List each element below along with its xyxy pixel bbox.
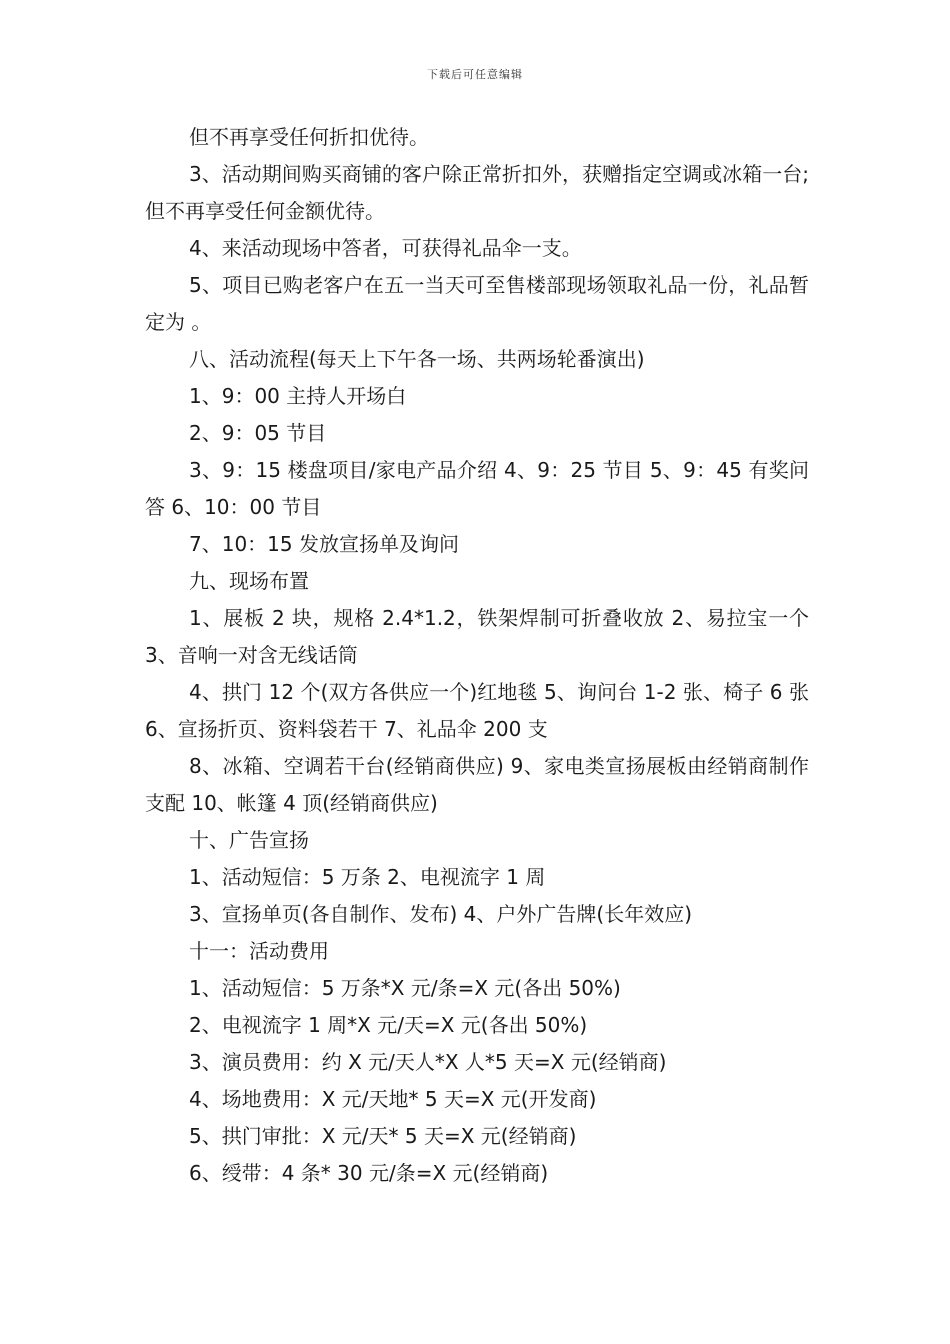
paragraph: 3、活动期间购买商铺的客户除正常折扣外，获赠指定空调或冰箱一台;但不再享受任何金额优待。 [145, 162, 809, 223]
paragraph: 4、拱门 12 个(双方各供应一个)红地毯 5、询问台 1-2 张、椅子 6 张 6、宣扬折页、资料袋若干 7、礼品伞 200 支 [145, 680, 809, 741]
paragraph: 4、来活动现场中答者，可获得礼品伞一支。 [189, 236, 582, 260]
paragraph: 但不再享受任何折扣优待。 [189, 125, 429, 149]
document-body [145, 119, 809, 1192]
paragraph: 1、展板 2 块，规格 2.4*1.2，铁架焊制可折叠收放 2、易拉宝一个 3、音响一对含无线话筒 [145, 606, 809, 667]
header-note: 下载后可任意编辑 [427, 68, 523, 81]
paragraph: 2、电视流字 1 周*X 元/天=X 元(各出 50%) [189, 1013, 588, 1037]
paragraph: 3、宣扬单页(各自制作、发布) 4、户外广告牌(长年效应) [189, 902, 693, 926]
paragraph: 7、10：15 发放宣扬单及询问 [189, 532, 459, 556]
paragraph: 5、拱门审批：X 元/天* 5 天=X 元(经销商) [189, 1124, 577, 1148]
paragraph: 5、项目已购老客户在五一当天可至售楼部现场领取礼品一份，礼品暂定为 。 [145, 273, 809, 334]
section-heading: 十一：活动费用 [189, 939, 329, 963]
paragraph: 4、场地费用：X 元/天地* 5 天=X 元(开发商) [189, 1087, 597, 1111]
section-heading: 八、活动流程(每天上下午各一场、共两场轮番演出) [189, 347, 645, 371]
paragraph: 2、9：05 节目 [189, 421, 327, 445]
paragraph: 1、活动短信：5 万条 2、电视流字 1 周 [189, 865, 546, 889]
paragraph: 1、活动短信：5 万条*X 元/条=X 元(各出 50%) [189, 976, 621, 1000]
paragraph: 3、演员费用：约 X 元/天人*X 人*5 天=X 元(经销商) [189, 1050, 667, 1074]
paragraph: 8、冰箱、空调若干台(经销商供应) 9、家电类宣扬展板由经销商制作支配 10、帐篷 4 顶(经销商供应) [145, 754, 809, 815]
section-heading: 九、现场布置 [189, 569, 309, 593]
paragraph: 3、9：15 楼盘项目/家电产品介绍 4、9：25 节目 5、9：45 有奖问答 6、10：00 节目 [145, 458, 809, 519]
paragraph: 6、绶带：4 条* 30 元/条=X 元(经销商) [189, 1161, 549, 1185]
section-heading: 十、广告宣扬 [189, 828, 309, 852]
paragraph: 1、9：00 主持人开场白 [189, 384, 407, 408]
